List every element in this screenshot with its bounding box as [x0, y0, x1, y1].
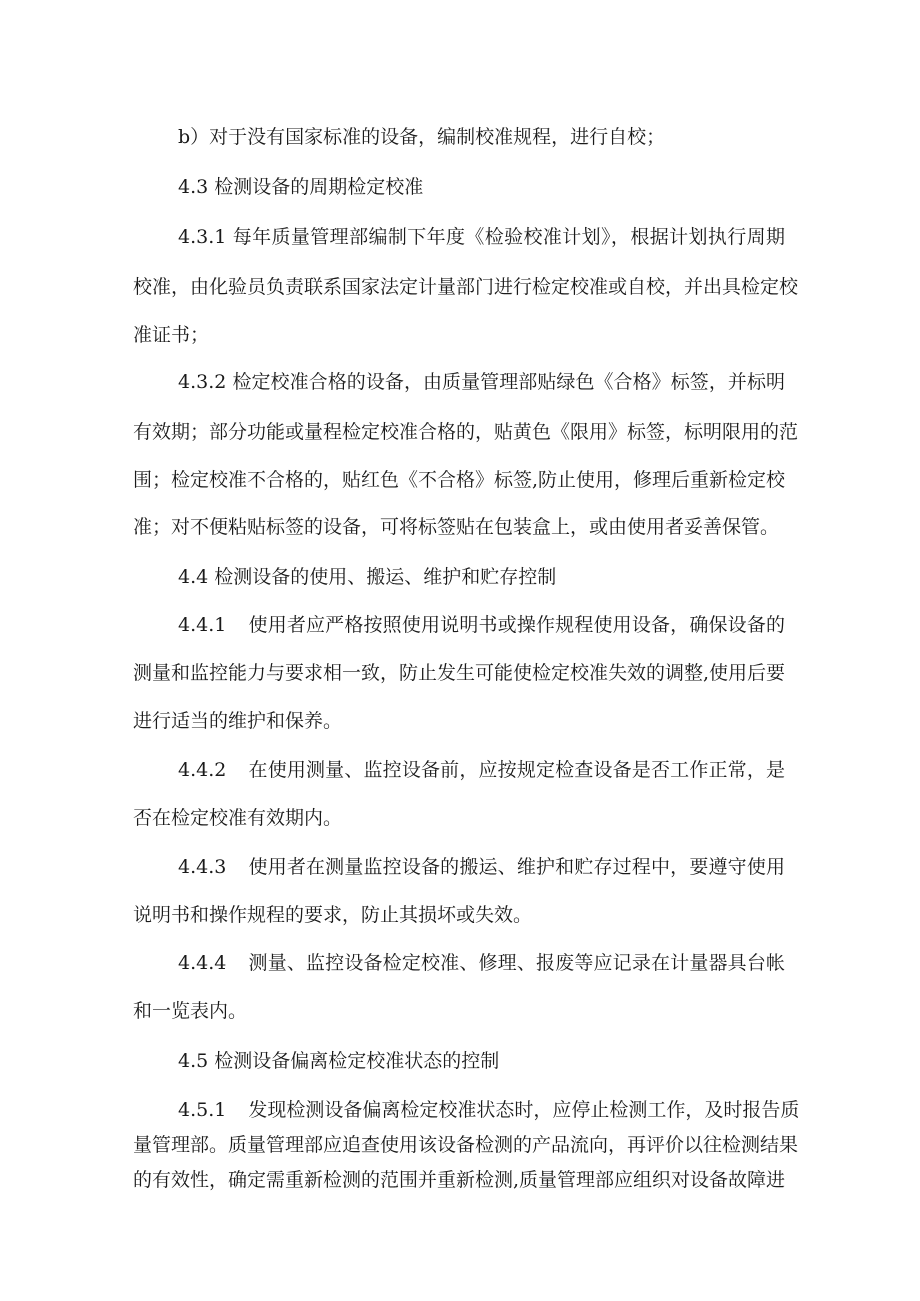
paragraph-4-3-1-line-3: 准证书； [133, 324, 210, 346]
paragraph-4-4-4-line-2: 和一览表内。 [133, 1000, 248, 1022]
clause-number: 4.4.3 [178, 856, 227, 878]
paragraph-4-4-1-line-1: 4.4.1 使用者应严格按照使用说明书或操作规程使用设备，确保设备的 [178, 614, 785, 636]
paragraph-4-4-2-line-2: 否在检定校准有效期内。 [133, 807, 343, 829]
heading-4-4: 4.4 检测设备的使用、搬运、维护和贮存控制 [178, 566, 557, 588]
paragraph-4-3-2-line-4: 准；对不便粘贴标签的设备，可将标签贴在包装盒上，或由使用者妥善保管。 [133, 516, 780, 538]
paragraph-4-3-1-line-1: 4.3.1 每年质量管理部编制下年度《检验校准计划》，根据计划执行周期 [178, 226, 785, 248]
paragraph-4-4-3-line-2: 说明书和操作规程的要求，防止其损坏或失效。 [133, 904, 533, 926]
clause-number: 4.5.1 [178, 1099, 227, 1121]
clause-number: 4.4.4 [178, 952, 227, 974]
paragraph-4-3-1-line-2: 校准，由化验员负责联系国家法定计量部门进行检定校准或自校，并出具检定校 [133, 276, 799, 298]
paragraph-4-5-1-line-2: 量管理部。质量管理部应追查使用该设备检测的产品流向，再评价以往检测结果 [133, 1134, 799, 1156]
paragraph-4-4-1-line-2: 测量和监控能力与要求相一致，防止发生可能使检定校准失效的调整,使用后要 [133, 662, 786, 684]
paragraph-4-5-1-line-1: 4.5.1 发现检测设备偏离检定校准状态时，应停止检测工作，及时报告质 [178, 1099, 800, 1121]
heading-4-3: 4.3 检测设备的周期检定校准 [178, 176, 424, 198]
paragraph-4-4-2-line-1: 4.4.2 在使用测量、监控设备前，应按规定检查设备是否工作正常，是 [178, 759, 785, 781]
paragraph-4-4-3-line-1: 4.4.3 使用者在测量监控设备的搬运、维护和贮存过程中，要遵守使用 [178, 856, 785, 878]
paragraph-4-4-1-line-3: 进行适当的维护和保养。 [133, 710, 343, 732]
paragraph-4-3-2-line-2: 有效期；部分功能或量程检定校准合格的，贴黄色《限用》标签，标明限用的范 [133, 421, 799, 443]
paragraph-4-3-2-line-1: 4.3.2 检定校准合格的设备，由质量管理部贴绿色《合格》标签，并标明 [178, 371, 785, 393]
clause-b: b）对于没有国家标准的设备，编制校准规程，进行自校； [178, 126, 666, 148]
heading-4-5: 4.5 检测设备偏离检定校准状态的控制 [178, 1050, 500, 1072]
paragraph-4-4-4-line-1: 4.4.4 测量、监控设备检定校准、修理、报废等应记录在计量器具台帐 [178, 952, 785, 974]
paragraph-4-3-2-line-3: 围；检定校准不合格的，贴红色《不合格》标签,防止使用，修理后重新检定校 [133, 469, 786, 491]
paragraph-4-5-1-line-3: 的有效性，确定需重新检测的范围并重新检测,质量管理部应组织对设备故障进 [133, 1169, 786, 1191]
clause-number: 4.4.2 [178, 759, 227, 781]
clause-number: 4.4.1 [178, 614, 227, 636]
